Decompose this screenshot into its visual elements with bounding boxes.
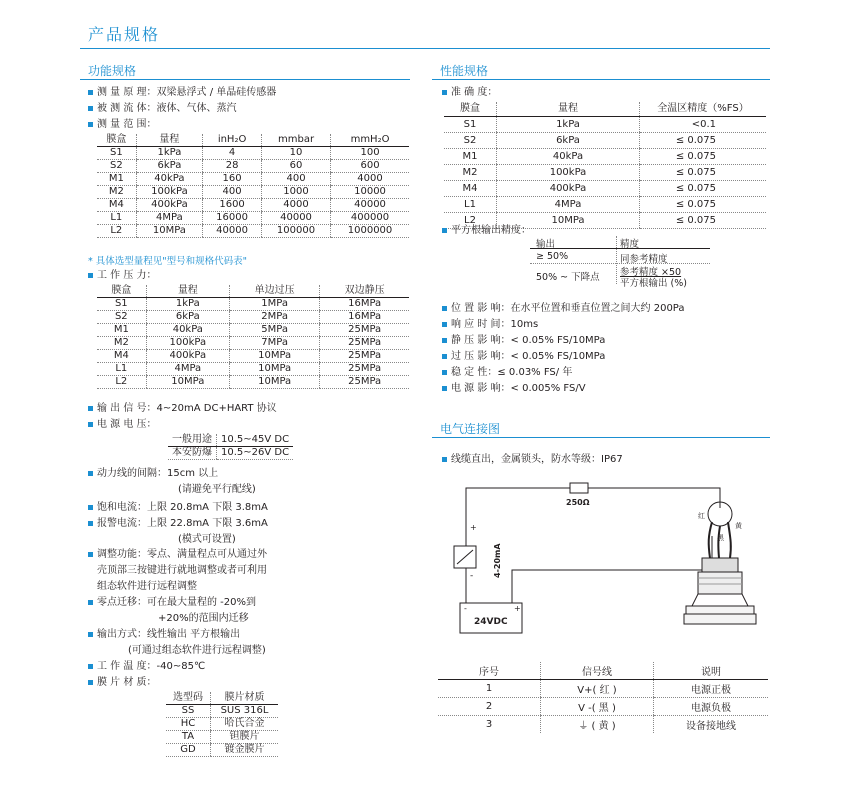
table-cell: S1 <box>97 147 136 160</box>
table-cell: 40000 <box>262 212 331 225</box>
table-cell: 40000 <box>203 225 262 238</box>
bullet-icon <box>88 90 93 95</box>
sqrt-cell: ≥ 50% <box>536 251 569 262</box>
functional-spec-divider <box>80 79 410 80</box>
table-cell: SS <box>166 705 210 718</box>
table-cell: 4 <box>203 147 262 160</box>
table-cell: ⏚ ( 黄 ) <box>541 716 654 734</box>
table-header: 膜盒 <box>97 285 146 298</box>
wire-yellow-label: 黄 <box>735 522 742 530</box>
bullet-icon <box>442 338 447 343</box>
bullet-icon <box>88 632 93 637</box>
sqrt-cell: 同参考精度 <box>620 254 668 265</box>
table-cell: ≤ 0.075 <box>640 133 767 149</box>
output-mode-text: 输出方式：线性输出 平方根输出 <box>97 629 241 640</box>
table-header: 膜片材质 <box>210 692 278 705</box>
table-row <box>97 173 409 186</box>
table-cell: 4MPa <box>146 363 229 376</box>
sqrt-header-output: 输出 <box>536 239 556 250</box>
table-cell: 4000 <box>331 173 409 186</box>
table-cell: TA <box>166 731 210 744</box>
table-cell: 40000 <box>331 199 409 212</box>
table-row <box>444 133 766 149</box>
adjust-text-3: 组态软件进行远程调整 <box>97 581 197 592</box>
spacing-text: 动力线的间隔：15cm 以上 <box>97 468 219 479</box>
bullet-icon <box>88 106 93 111</box>
table-row <box>97 199 409 212</box>
electrical-diagram-divider <box>432 437 770 438</box>
table-cell: 100kPa <box>497 165 640 181</box>
resistor-icon <box>570 483 588 493</box>
table-cell: ≤ 0.075 <box>640 149 767 165</box>
table-cell: 6kPa <box>146 311 229 324</box>
bullet-icon <box>88 122 93 127</box>
power-table <box>168 434 293 460</box>
table-cell: 1MPa <box>230 298 320 311</box>
bullet-icon <box>88 600 93 605</box>
bullet-icon <box>442 90 447 95</box>
table-cell: 5MPa <box>230 324 320 337</box>
table-row <box>438 716 768 734</box>
table-row <box>166 731 278 744</box>
static-effect-text: 静 压 影 响：< 0.05% FS/10MPa <box>451 335 606 346</box>
table-row <box>166 718 278 731</box>
transmitter-flange <box>686 606 754 614</box>
bullet-icon <box>88 406 93 411</box>
table-row <box>166 744 278 757</box>
table-cell: 2 <box>438 698 541 716</box>
power-cell: 10.5~26V DC <box>217 447 294 460</box>
table-cell: 100kPa <box>136 186 203 199</box>
table-cell: L1 <box>444 197 497 213</box>
table-row <box>97 225 409 238</box>
supply-plus-sign: + <box>514 604 521 613</box>
range-table <box>97 134 409 238</box>
bullet-icon <box>88 521 93 526</box>
table-cell: ≤ 0.075 <box>640 181 767 197</box>
table-cell: M1 <box>444 149 497 165</box>
table-cell: SUS 316L <box>210 705 278 718</box>
table-cell: 160 <box>203 173 262 186</box>
output-mode-note: (可通过组态软件进行远程调整) <box>128 645 266 656</box>
table-cell: S1 <box>97 298 146 311</box>
table-cell: M4 <box>97 350 146 363</box>
bullet-icon <box>442 228 447 233</box>
power-cell: 一般用途 <box>168 434 217 447</box>
pressure-table <box>97 285 409 389</box>
performance-spec-divider <box>432 79 770 80</box>
table-cell: 1000000 <box>331 225 409 238</box>
meter-minus-sign: - <box>470 571 474 581</box>
table-cell: 400kPa <box>497 181 640 197</box>
table-header: 双边静压 <box>320 285 409 298</box>
table-cell: 16MPa <box>320 311 409 324</box>
table-row <box>97 298 409 311</box>
wire-black-label: 黑 <box>717 534 724 542</box>
table-header: mmH₂O <box>331 134 409 147</box>
transmitter-base <box>684 614 756 624</box>
table-cell: 1600 <box>203 199 262 212</box>
wire-red-label: 红 <box>698 512 705 520</box>
table-cell: 16MPa <box>320 298 409 311</box>
overpressure-effect-text: 过 压 影 响：< 0.05% FS/10MPa <box>451 351 606 362</box>
table-cell: M1 <box>97 324 146 337</box>
table-cell: ≤ 0.075 <box>640 197 767 213</box>
table-cell: 设备接地线 <box>654 716 769 734</box>
table-row <box>444 165 766 181</box>
table-header: 量程 <box>146 285 229 298</box>
table-cell: 25MPa <box>320 324 409 337</box>
output-signal-text: 输 出 信 号：4~20mA DC+HART 协议 <box>97 403 277 414</box>
range-label: 测 量 范 围： <box>97 119 157 130</box>
table-cell: M4 <box>444 181 497 197</box>
zero-shift-text: 零点迁移：可在最大量程的 -20%到 <box>97 597 257 608</box>
table-cell: L2 <box>97 376 146 389</box>
table-row <box>444 149 766 165</box>
table-cell: 1kPa <box>136 147 203 160</box>
table-row <box>438 680 768 698</box>
bullet-icon <box>442 457 447 462</box>
power-effect-text: 电 源 影 响：< 0.005% FS/V <box>451 383 586 394</box>
table-header: 膜盒 <box>444 102 497 117</box>
table-cell: 25MPa <box>320 376 409 389</box>
sqrt-accuracy-table <box>530 236 710 289</box>
power-label: 电 源 电 压： <box>97 419 157 430</box>
bullet-icon <box>88 552 93 557</box>
table-row <box>97 350 409 363</box>
table-cell: 25MPa <box>320 363 409 376</box>
table-cell: 400000 <box>331 212 409 225</box>
table-cell: GD <box>166 744 210 757</box>
table-cell: 100000 <box>262 225 331 238</box>
accuracy-table <box>444 102 766 229</box>
table-cell: 400kPa <box>146 350 229 363</box>
meter-plus-sign: + <box>470 523 477 532</box>
table-cell: S1 <box>444 117 497 133</box>
alarm-current-text: 报警电流：上限 22.8mA 下限 3.6mA <box>97 518 268 529</box>
alarm-note: (模式可设置) <box>178 534 236 545</box>
functional-spec-title: 功能规格 <box>88 64 137 78</box>
table-cell: 10MPa <box>497 213 640 229</box>
supply-minus-sign: - <box>464 604 467 613</box>
bullet-icon <box>442 386 447 391</box>
cable-note: 线缆直出，金属锁头，防水等级：IP67 <box>451 454 623 465</box>
table-cell: M2 <box>97 186 136 199</box>
bullet-icon <box>442 306 447 311</box>
table-row <box>97 186 409 199</box>
table-cell: M1 <box>97 173 136 186</box>
table-cell: S2 <box>97 160 136 173</box>
response-time-text: 响 应 时 间：10ms <box>451 319 539 330</box>
table-header: 全温区精度（%FS） <box>640 102 767 117</box>
table-cell: 1kPa <box>146 298 229 311</box>
performance-spec-title: 性能规格 <box>440 64 489 78</box>
table-row <box>97 212 409 225</box>
sqrt-col-divider <box>616 236 617 284</box>
range-note: * 具体选型量程见"型号和规格代码表" <box>88 256 248 267</box>
table-cell: 镀金膜片 <box>210 744 278 757</box>
table-cell: 10MPa <box>230 350 320 363</box>
table-header: mmbar <box>262 134 331 147</box>
table-cell: 25MPa <box>320 350 409 363</box>
bullet-icon <box>442 322 447 327</box>
adjust-text-2: 壳顶部三按键进行就地调整或者可利用 <box>97 565 267 576</box>
bullet-icon <box>88 505 93 510</box>
table-cell: S2 <box>97 311 146 324</box>
sqrt-accuracy-label: 平方根输出精度： <box>451 225 531 236</box>
wire-bottom <box>512 536 712 603</box>
table-cell: 40kPa <box>497 149 640 165</box>
electrical-diagram-title: 电气连接图 <box>440 422 501 436</box>
table-cell: 3 <box>485 719 493 730</box>
table-cell: 4000 <box>262 199 331 212</box>
table-cell: M2 <box>444 165 497 181</box>
table-cell: 电源正极 <box>654 680 769 698</box>
table-cell: V+( 红 ) <box>541 680 654 698</box>
table-cell: 400 <box>203 186 262 199</box>
table-cell: M2 <box>97 337 146 350</box>
table-row <box>97 337 409 350</box>
table-cell: 7MPa <box>230 337 320 350</box>
table-cell: L2 <box>97 225 136 238</box>
table-cell: 10MPa <box>146 376 229 389</box>
diaphragm-label: 膜 片 材 质： <box>97 677 157 688</box>
table-header: 量程 <box>136 134 203 147</box>
table-cell: L2 <box>444 213 497 229</box>
table-cell: HC <box>166 718 210 731</box>
table-cell: 10MPa <box>136 225 203 238</box>
table-cell: 哈氏合金 <box>210 718 278 731</box>
wire-top-left <box>466 488 570 546</box>
bullet-icon <box>88 471 93 476</box>
sqrt-divider <box>530 248 710 249</box>
table-header: 说明 <box>654 662 769 680</box>
table-row <box>444 117 766 133</box>
table-cell: 4MPa <box>497 197 640 213</box>
table-cell: 电源负极 <box>654 698 769 716</box>
bullet-icon <box>442 370 447 375</box>
table-row <box>97 160 409 173</box>
table-cell: S2 <box>444 133 497 149</box>
table-cell: 40kPa <box>146 324 229 337</box>
supply-label: 24VDC <box>474 617 508 627</box>
table-row <box>97 311 409 324</box>
table-cell: 28 <box>203 160 262 173</box>
work-temp-text: 工 作 温 度：-40~85℃ <box>97 661 206 672</box>
saturation-current-text: 饱和电流：上限 20.8mA 下限 3.8mA <box>97 502 268 513</box>
table-cell: ≤ 0.075 <box>640 165 767 181</box>
principle-text: 测 量 原 理：双梁悬浮式 / 单晶硅传感器 <box>97 87 277 98</box>
table-row <box>97 324 409 337</box>
table-cell: 2MPa <box>230 311 320 324</box>
adjust-text-1: 调整功能：零点、满量程点可从通过外 <box>97 549 267 560</box>
table-row <box>166 705 278 718</box>
power-cell: 本安防爆 <box>168 447 217 460</box>
bullet-icon <box>88 664 93 669</box>
table-row <box>438 698 768 716</box>
table-cell: 1kPa <box>497 117 640 133</box>
table-header: 单边过压 <box>230 285 320 298</box>
signal-table <box>438 662 768 733</box>
table-cell: 400 <box>262 173 331 186</box>
table-cell: 10MPa <box>230 363 320 376</box>
table-cell: 100kPa <box>146 337 229 350</box>
table-header: 序号 <box>438 662 541 680</box>
table-cell: <0.1 <box>640 117 767 133</box>
table-header: 信号线 <box>541 662 654 680</box>
transmitter-neck <box>702 558 738 572</box>
table-header: 选型码 <box>166 692 210 705</box>
power-cell: 10.5~45V DC <box>217 434 294 447</box>
table-cell: L1 <box>97 212 136 225</box>
bullet-icon <box>88 422 93 427</box>
table-cell: 16000 <box>203 212 262 225</box>
stability-text: 稳 定 性：≤ 0.03% FS/ 年 <box>451 367 573 378</box>
table-cell: 6kPa <box>136 160 203 173</box>
bullet-icon <box>88 680 93 685</box>
table-cell: ≤ 0.075 <box>640 213 767 229</box>
table-cell: 1 <box>438 680 541 698</box>
fluid-text: 被 测 流 体：液体、气体、蒸汽 <box>97 103 237 114</box>
table-cell: 10MPa <box>230 376 320 389</box>
table-cell: M4 <box>97 199 136 212</box>
table-cell: 钽膜片 <box>210 731 278 744</box>
title-divider <box>80 48 770 49</box>
table-cell: 40kPa <box>136 173 203 186</box>
sqrt-cell: 参考精度 ×50 <box>620 267 682 278</box>
table-row <box>97 376 409 389</box>
table-cell: 10000 <box>331 186 409 199</box>
accuracy-label: 准 确 度： <box>451 87 498 98</box>
table-cell: 1000 <box>262 186 331 199</box>
table-cell: 60 <box>262 160 331 173</box>
sqrt-cell: 50% ~ 下降点 <box>536 272 600 283</box>
table-cell: 600 <box>331 160 409 173</box>
table-cell: 100 <box>331 147 409 160</box>
wiring-diagram <box>440 478 770 648</box>
position-effect-text: 位 置 影 响：在水平位置和垂直位置之间大约 200Pa <box>451 303 685 314</box>
table-cell: 4MPa <box>136 212 203 225</box>
meter-label: 4-20mA <box>493 543 502 578</box>
wire-top-right <box>588 488 720 508</box>
transmitter-body <box>698 572 742 594</box>
table-row <box>97 363 409 376</box>
zero-shift-range: +20%的范围内迁移 <box>158 613 249 624</box>
table-header: 量程 <box>497 102 640 117</box>
spacing-note: (请避免平行配线) <box>178 484 256 495</box>
table-cell: V -( 黑 ) <box>541 698 654 716</box>
table-cell: L1 <box>97 363 146 376</box>
table-header: inH₂O <box>203 134 262 147</box>
table-row <box>444 181 766 197</box>
resistor-label: 250Ω <box>566 498 590 507</box>
table-cell: 400kPa <box>136 199 203 212</box>
table-cell: 6kPa <box>497 133 640 149</box>
bullet-icon <box>442 354 447 359</box>
table-cell: 10 <box>262 147 331 160</box>
table-cell: 25MPa <box>320 337 409 350</box>
page-title: 产品规格 <box>88 25 161 44</box>
table-row <box>97 147 409 160</box>
bullet-icon <box>88 273 93 278</box>
table-row <box>444 197 766 213</box>
diaphragm-table <box>166 692 278 757</box>
table-header: 膜盒 <box>97 134 136 147</box>
pressure-label: 工 作 压 力： <box>97 270 157 281</box>
sqrt-cell: 平方根输出 (%) <box>620 278 687 289</box>
sqrt-header-accuracy: 精度 <box>620 239 640 250</box>
